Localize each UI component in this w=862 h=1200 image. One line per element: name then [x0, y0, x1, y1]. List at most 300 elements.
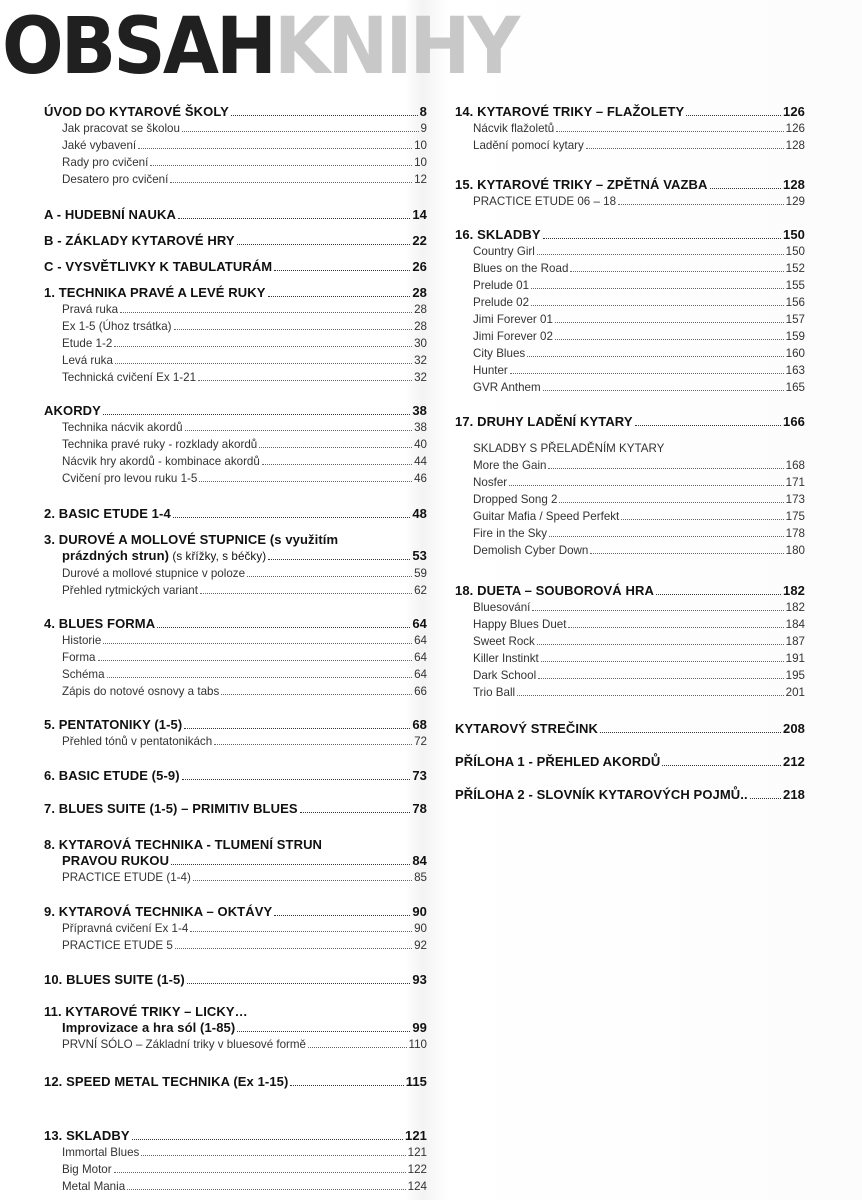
dot-leader [237, 1031, 410, 1032]
toc-subentry-page: 28 [414, 303, 427, 316]
toc-subentry-label: Jaké vybavení [62, 139, 137, 152]
toc-section [44, 285, 427, 386]
dot-leader [635, 425, 781, 426]
toc-subentry-page: 28 [414, 320, 427, 333]
dot-leader [103, 414, 410, 415]
toc-section [44, 1004, 427, 1053]
toc-entry-page: 38 [412, 403, 427, 418]
toc-section [44, 972, 427, 988]
toc-entry-label: PŘÍLOHA 1 - PŘEHLED AKORDŮ [455, 754, 661, 769]
toc-entry-line [44, 837, 427, 853]
toc-subentry[interactable] [44, 565, 427, 582]
toc-subentry-page: 150 [785, 245, 805, 258]
toc-entry-page: 90 [412, 904, 427, 919]
toc-entry-label: AKORDY [44, 403, 101, 418]
dot-leader [115, 363, 412, 364]
toc-subentry[interactable] [44, 318, 427, 335]
dot-leader [517, 695, 784, 696]
toc-subentry-label: Levá ruka [62, 354, 113, 367]
toc-section [44, 532, 427, 599]
toc-subentry-label: Durové a mollové stupnice v poloze [62, 567, 246, 580]
toc-subentry[interactable] [44, 920, 427, 937]
toc-subentry-label: Ladění pomocí kytary [473, 139, 584, 152]
dot-leader [98, 660, 413, 661]
toc-subentry-page: 10 [414, 139, 427, 152]
toc-subentry-page: 187 [785, 635, 805, 648]
toc-subentry-page: 59 [414, 567, 427, 580]
toc-subentry[interactable] [44, 171, 427, 188]
dot-leader [532, 610, 783, 611]
dot-leader [247, 576, 412, 577]
toc-entry-label: 10. BLUES SUITE (1-5) [44, 972, 185, 987]
toc-subentry-label: Desatero pro cvičení [62, 173, 169, 186]
toc-subentry-label: Trio Ball [473, 686, 516, 699]
dot-leader [586, 148, 784, 149]
toc-section [44, 837, 427, 886]
toc-subentry[interactable] [44, 632, 427, 649]
toc-entry[interactable] [455, 721, 805, 737]
toc-subentry-label: Přehled tónů v pentatonikách [62, 735, 213, 748]
toc-section [455, 104, 805, 154]
toc-entry-page: 22 [412, 233, 427, 248]
toc-subentry-label: Country Girl [473, 245, 535, 258]
toc-subentry-page: 90 [414, 922, 427, 935]
toc-entry[interactable] [44, 1020, 427, 1036]
toc-section [455, 754, 805, 770]
toc-entry[interactable] [455, 787, 805, 803]
toc-subentry[interactable] [455, 243, 805, 260]
toc-subentry[interactable] [44, 419, 427, 436]
toc-subentry-page: 38 [414, 421, 427, 434]
toc-entry[interactable] [44, 616, 427, 632]
dot-leader [173, 517, 411, 518]
dot-leader [221, 694, 412, 695]
toc-subentry-page: 64 [414, 634, 427, 647]
toc-entry-page: 53 [412, 548, 427, 563]
dot-leader [568, 627, 783, 628]
toc-entry-page: 48 [412, 506, 427, 521]
toc-subentry-label: Nosfer [473, 476, 508, 489]
dot-leader [150, 165, 412, 166]
toc-entry-page: 14 [412, 207, 427, 222]
toc-subentry[interactable] [44, 1036, 427, 1053]
toc-section [44, 104, 427, 188]
toc-subentry[interactable] [455, 120, 805, 137]
toc-subentry-label: Guitar Mafia / Speed Perfekt [473, 510, 620, 523]
toc-entry[interactable] [44, 506, 427, 522]
toc-entry-line [44, 532, 427, 548]
dot-leader [182, 131, 419, 132]
toc-entry-label: 3. DUROVÉ A MOLLOVÉ STUPNICE (s využitím [44, 532, 339, 547]
toc-subentry[interactable] [455, 684, 805, 701]
toc-subentry[interactable] [455, 277, 805, 294]
toc-subentry[interactable] [455, 491, 805, 508]
toc-subentry-label: Pravá ruka [62, 303, 119, 316]
toc-subentry[interactable] [44, 683, 427, 700]
toc-entry-line [44, 1004, 427, 1020]
toc-subentry-page: 180 [785, 544, 805, 557]
toc-subentry-label: Schéma [62, 668, 105, 681]
toc-subentry-label: Fire in the Sky [473, 527, 548, 540]
toc-entry[interactable] [44, 1074, 427, 1090]
toc-subentry-label: Jimi Forever 01 [473, 313, 553, 326]
toc-entry[interactable] [44, 548, 427, 565]
toc-section [455, 227, 805, 396]
toc-subentry-label: GVR Anthem [473, 381, 541, 394]
dot-leader [175, 948, 412, 949]
toc-subentry-label: More the Gain [473, 459, 547, 472]
toc-subentry[interactable] [44, 666, 427, 683]
toc-subentry-label: PRACTICE ETUDE 5 [62, 939, 173, 952]
toc-subentry[interactable] [455, 137, 805, 154]
toc-subentry[interactable] [44, 301, 427, 318]
toc-entry-page: 208 [783, 721, 805, 736]
toc-entry-label: 2. BASIC ETUDE 1-4 [44, 506, 171, 521]
toc-subentry[interactable] [44, 1178, 427, 1195]
toc-subentry-label: PRVNÍ SÓLO – Základní triky v bluesové formě [62, 1038, 306, 1051]
toc-section [44, 768, 427, 784]
toc-entry-page: 84 [412, 853, 427, 868]
toc-subentry-label: Přípravná cvičení Ex 1-4 [62, 922, 189, 935]
dot-leader [556, 131, 783, 132]
toc-subentry-page: 92 [414, 939, 427, 952]
dot-leader [103, 643, 412, 644]
toc-subentry[interactable] [455, 508, 805, 525]
dot-leader [193, 880, 412, 881]
toc-subentry-label: Technika nácvik akordů [62, 421, 183, 434]
dot-leader [548, 468, 783, 469]
toc-section [44, 259, 427, 275]
toc-subentry-page: 32 [414, 354, 427, 367]
toc-subentry-page: 44 [414, 455, 427, 468]
dot-leader [662, 765, 781, 766]
toc-subentry[interactable] [44, 582, 427, 599]
toc-entry-label: 15. KYTAROVÉ TRIKY – ZPĚTNÁ VAZBA [455, 177, 708, 192]
toc-entry[interactable] [44, 801, 427, 817]
dot-leader [141, 1155, 405, 1156]
toc-section [44, 506, 427, 522]
dot-leader [686, 115, 781, 116]
toc-entry[interactable] [44, 285, 427, 301]
dot-leader [590, 553, 783, 554]
toc-entry-page: 26 [412, 259, 427, 274]
toc-entry-page: 115 [405, 1074, 427, 1089]
toc-subentry-page: 10 [414, 156, 427, 169]
toc-entry-page: 218 [783, 787, 805, 802]
toc-section [455, 787, 805, 803]
dot-leader [538, 678, 784, 679]
toc-subentry[interactable] [44, 937, 427, 954]
toc-entry[interactable] [44, 403, 427, 419]
dot-leader [308, 1047, 407, 1048]
toc-entry-label: 9. KYTAROVÁ TECHNIKA – OKTÁVY [44, 904, 273, 919]
toc-subentry-label: Cvičení pro levou ruku 1-5 [62, 472, 198, 485]
toc-subentry-label: Demolish Cyber Down [473, 544, 589, 557]
dot-leader [214, 744, 412, 745]
toc-subentry-label: Immortal Blues [62, 1146, 140, 1159]
dot-leader [527, 356, 783, 357]
toc-entry-label: C - VYSVĚTLIVKY K TABULATURÁM [44, 259, 273, 274]
dot-leader [600, 732, 781, 733]
toc-section [44, 403, 427, 487]
toc-entry-label: B - ZÁKLADY KYTAROVÉ HRY [44, 233, 235, 248]
dot-leader [120, 312, 412, 313]
dot-leader [231, 115, 418, 116]
toc-subentry[interactable] [44, 453, 427, 470]
toc-subentry-page: 121 [407, 1146, 427, 1159]
toc-subentry-label: Zápis do notové osnovy a tabs [62, 685, 220, 698]
toc-subentry[interactable] [455, 474, 805, 491]
dot-leader [537, 254, 784, 255]
toc-subentry-page: 124 [407, 1180, 427, 1193]
title-part-1: OBSAH [2, 2, 275, 92]
toc-subentry[interactable] [455, 667, 805, 684]
toc-subentry[interactable] [455, 616, 805, 633]
dot-leader [127, 1189, 406, 1190]
toc-entry[interactable] [455, 104, 805, 120]
toc-subentry-label: Prelude 02 [473, 296, 530, 309]
toc-subentry-page: 160 [785, 347, 805, 360]
dot-leader [555, 322, 784, 323]
toc-subentry-page: 155 [785, 279, 805, 292]
toc-subentry-page: 30 [414, 337, 427, 350]
toc-subentry[interactable] [455, 362, 805, 379]
toc-subentry-page: 184 [785, 618, 805, 631]
toc-entry[interactable] [455, 177, 805, 193]
toc-subentry[interactable] [455, 311, 805, 328]
toc-entry[interactable] [44, 259, 427, 275]
toc-subentry-label: Dark School [473, 669, 537, 682]
toc-subentry-page: 195 [785, 669, 805, 682]
toc-subentry-label: Blues on the Road [473, 262, 569, 275]
dot-leader [274, 270, 410, 271]
toc-subentry-page: 152 [785, 262, 805, 275]
toc-entry-page: 126 [783, 104, 805, 119]
toc-subentry-page: 12 [414, 173, 427, 186]
toc-subentry-page: 173 [785, 493, 805, 506]
toc-subentry[interactable] [455, 599, 805, 616]
toc-subentry-label: Happy Blues Duet [473, 618, 567, 631]
toc-subentry-label: Prelude 01 [473, 279, 530, 292]
toc-subentry-label: Nácvik hry akordů - kombinace akordů [62, 455, 260, 468]
toc-subentry-page: 165 [785, 381, 805, 394]
dot-leader [157, 627, 410, 628]
toc-entry[interactable] [455, 754, 805, 770]
toc-subentry-page: 122 [407, 1163, 427, 1176]
toc-subentry[interactable] [44, 649, 427, 666]
toc-subentry-label: PRACTICE ETUDE 06 – 18 [473, 195, 617, 208]
toc-subentry-page: 168 [785, 459, 805, 472]
toc-entry-label-continued: Improvizace a hra sól (1-85) [62, 1020, 236, 1035]
toc-section [44, 1074, 427, 1090]
toc-entry-page: 166 [783, 414, 805, 429]
toc-subentry-label: Ex 1-5 (Úhoz trsátka) [62, 320, 172, 333]
dot-leader [710, 188, 781, 189]
toc-subentry-page: 66 [414, 685, 427, 698]
toc-subentry[interactable] [455, 525, 805, 542]
toc-entry[interactable] [44, 972, 427, 988]
dot-leader [543, 390, 784, 391]
toc-subentry[interactable] [455, 260, 805, 277]
toc-entry-label: 12. SPEED METAL TECHNIKA (Ex 1-15) [44, 1074, 289, 1089]
toc-entry-label: 16. SKLADBY [455, 227, 541, 242]
toc-subentry[interactable] [44, 137, 427, 154]
toc-subentry[interactable] [44, 1161, 427, 1178]
toc-subentry-page: 178 [785, 527, 805, 540]
dot-leader [198, 380, 412, 381]
title-part-2: KNIHY [274, 2, 518, 92]
toc-subentry-page: 62 [414, 584, 427, 597]
toc-subentry[interactable] [455, 542, 805, 559]
dot-leader [132, 1139, 403, 1140]
toc-entry[interactable] [455, 414, 805, 430]
toc-entry[interactable] [44, 207, 427, 223]
toc-entry-page: 99 [412, 1020, 427, 1035]
toc-subentry-page: 182 [785, 601, 805, 614]
toc-subentry-label: Sweet Rock [473, 635, 535, 648]
dot-leader [621, 519, 783, 520]
dot-leader [268, 559, 410, 560]
toc-section [44, 616, 427, 700]
dot-leader [531, 305, 784, 306]
dot-leader [290, 1085, 403, 1086]
toc-subentry[interactable] [44, 369, 427, 386]
toc-subentry-page: 9 [420, 122, 427, 135]
toc-subentry-page: 72 [414, 735, 427, 748]
toc-subentry-label: Big Motor [62, 1163, 112, 1176]
toc-subentry-page: 40 [414, 438, 427, 451]
toc-entry[interactable] [44, 1128, 427, 1144]
toc-subentry-label: City Blues [473, 347, 526, 360]
dot-leader [187, 983, 411, 984]
toc-entry[interactable] [455, 583, 805, 599]
dot-leader [559, 502, 783, 503]
toc-subentry-label: Etude 1-2 [62, 337, 113, 350]
toc-subentry-page: 85 [414, 871, 427, 884]
toc-entry-label: 11. KYTAROVÉ TRIKY – LICKY… [44, 1004, 248, 1019]
toc-entry-label: 18. DUETA – SOUBOROVÁ HRA [455, 583, 654, 598]
toc-entry-label: 17. DRUHY LADĚNÍ KYTARY [455, 414, 633, 429]
dot-leader [114, 346, 412, 347]
toc-entry-page: 212 [783, 754, 805, 769]
dot-leader [570, 271, 783, 272]
toc-subentry-page: 201 [785, 686, 805, 699]
toc-subentry-page: 171 [785, 476, 805, 489]
toc-subentry-label: Nácvik flažoletů [473, 122, 555, 135]
toc-subentry[interactable] [455, 379, 805, 396]
toc-entry[interactable] [44, 853, 427, 869]
toc-subentry-page: 157 [785, 313, 805, 326]
toc-entry-label-continued: PRAVOU RUKOU [62, 853, 170, 868]
toc-subentry-label: Metal Mania [62, 1180, 126, 1193]
toc-subentry[interactable] [44, 869, 427, 886]
toc-subentry-page: 191 [785, 652, 805, 665]
toc-entry[interactable] [44, 104, 427, 120]
toc-entry[interactable] [44, 717, 427, 733]
toc-subentry[interactable] [455, 294, 805, 311]
toc-subentry[interactable] [44, 733, 427, 750]
toc-entry-label: 14. KYTAROVÉ TRIKY – FLAŽOLETY [455, 104, 685, 119]
dot-leader [171, 864, 410, 865]
dot-leader [262, 464, 412, 465]
toc-subentry[interactable] [44, 352, 427, 369]
toc-entry[interactable] [44, 904, 427, 920]
toc-entry-label: 1. TECHNIKA PRAVÉ A LEVÉ RUKY [44, 285, 266, 300]
toc-subentry[interactable] [455, 457, 805, 474]
toc-entry[interactable] [44, 768, 427, 784]
toc-section [455, 721, 805, 737]
toc-subentry[interactable] [455, 633, 805, 650]
toc-entry-label: 8. KYTAROVÁ TECHNIKA - TLUMENÍ STRUN [44, 837, 323, 852]
dot-leader [555, 339, 784, 340]
toc-subentry[interactable] [44, 470, 427, 487]
toc-subentry-label: Hunter [473, 364, 508, 377]
toc-entry-page: 8 [419, 104, 427, 119]
dot-leader [274, 915, 410, 916]
toc-subentry[interactable] [44, 154, 427, 171]
toc-section [455, 414, 805, 559]
toc-subentry-label: Jimi Forever 02 [473, 330, 553, 343]
toc-subentry[interactable] [44, 436, 427, 453]
toc-subentry[interactable] [455, 193, 805, 210]
toc-subentry-page: 64 [414, 668, 427, 681]
dot-leader [549, 536, 784, 537]
toc-subentry[interactable] [44, 335, 427, 352]
dot-leader [618, 204, 784, 205]
toc-subentry[interactable] [44, 120, 427, 137]
dot-leader [237, 244, 411, 245]
toc-entry-page: 78 [412, 801, 427, 816]
dot-leader [300, 812, 411, 813]
dot-leader [268, 296, 411, 297]
toc-entry-page: 68 [412, 717, 427, 732]
toc-subentry-label: Technická cvičení Ex 1-21 [62, 371, 197, 384]
dot-leader [185, 430, 413, 431]
toc-subentry-label: Forma [62, 651, 96, 664]
toc-subentry-label: Dropped Song 2 [473, 493, 558, 506]
toc-subentry-label: Jak pracovat se školou [62, 122, 180, 135]
dot-leader [107, 677, 413, 678]
toc-section [455, 177, 805, 210]
toc-subentry-label: Bluesování [473, 601, 531, 614]
toc-subentry-page: 46 [414, 472, 427, 485]
toc-entry-page: 121 [405, 1128, 427, 1143]
toc-subentry[interactable] [455, 345, 805, 362]
toc-section [44, 717, 427, 750]
dot-leader [138, 148, 412, 149]
toc-entry-page: 28 [412, 285, 427, 300]
toc-entry-label-continued: prázdných strun) [62, 548, 170, 563]
toc-entry[interactable] [44, 233, 427, 249]
dot-leader [199, 481, 412, 482]
dot-leader [543, 238, 781, 239]
toc-entry-label: ÚVOD DO KYTAROVÉ ŠKOLY [44, 104, 229, 119]
toc-subentry[interactable] [455, 328, 805, 345]
dot-leader [178, 218, 410, 219]
toc-subentry-page: 64 [414, 651, 427, 664]
toc-entry-page: 93 [412, 972, 427, 987]
dot-leader [170, 182, 412, 183]
toc-subentry-label: Historie [62, 634, 102, 647]
toc-entry-label: 5. PENTATONIKY (1-5) [44, 717, 183, 732]
toc-entry[interactable] [455, 227, 805, 243]
toc-subentry[interactable] [44, 1144, 427, 1161]
toc-subentry-page: 32 [414, 371, 427, 384]
toc-subentry-label: Rady pro cvičení [62, 156, 149, 169]
toc-section [44, 904, 427, 954]
toc-subentry[interactable] [455, 650, 805, 667]
dot-leader [182, 779, 411, 780]
